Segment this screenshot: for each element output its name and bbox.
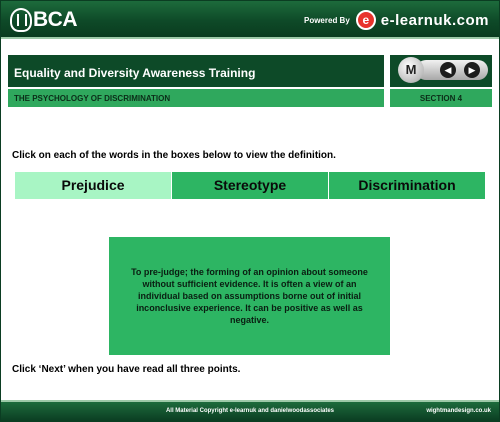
next-button[interactable]: ▶	[464, 62, 480, 78]
tab-prejudice[interactable]: Prejudice	[15, 172, 172, 199]
powered-by	[304, 10, 489, 30]
nav-pill	[416, 60, 488, 80]
menu-button[interactable]: M	[398, 57, 424, 83]
previous-button[interactable]: ◀	[440, 62, 456, 78]
instruction-text: Click on each of the words in the boxes below to view the definition.	[12, 150, 336, 161]
term-tabs	[15, 172, 485, 199]
next-instruction: Click ‘Next’ when you have read all three points.	[12, 364, 241, 375]
design-credit-link[interactable]: wightmandesign.co.uk	[426, 408, 491, 414]
powered-by-label: Powered By	[303, 15, 350, 25]
module-subtitle: THE PSYCHOLOGY OF DISCRIMINATION	[8, 89, 384, 107]
section-label: SECTION 4	[390, 89, 492, 107]
logo-text: BCA	[33, 8, 77, 31]
navigation-panel	[390, 55, 492, 87]
definition-box: To pre-judge; the forming of an opinion about someone without sufficient evidence. It is often a view of an individual based on assumptions borne out of initial inconclusive experience. It can be positive as well as negative.	[109, 237, 390, 355]
crest-icon	[10, 8, 32, 32]
brand-text: e-learnuk.com	[380, 11, 489, 29]
course-title: Equality and Diversity Awareness Training	[8, 55, 384, 87]
top-banner	[1, 1, 499, 39]
copyright-text: All Material Copyright e-learnuk and danielwoodassociates	[165, 408, 335, 414]
e-learnuk-logo-icon: e	[356, 10, 376, 30]
footer-bar	[1, 400, 499, 421]
bca-logo	[10, 7, 77, 33]
tab-discrimination[interactable]: Discrimination	[329, 172, 485, 199]
tab-stereotype[interactable]: Stereotype	[172, 172, 329, 199]
